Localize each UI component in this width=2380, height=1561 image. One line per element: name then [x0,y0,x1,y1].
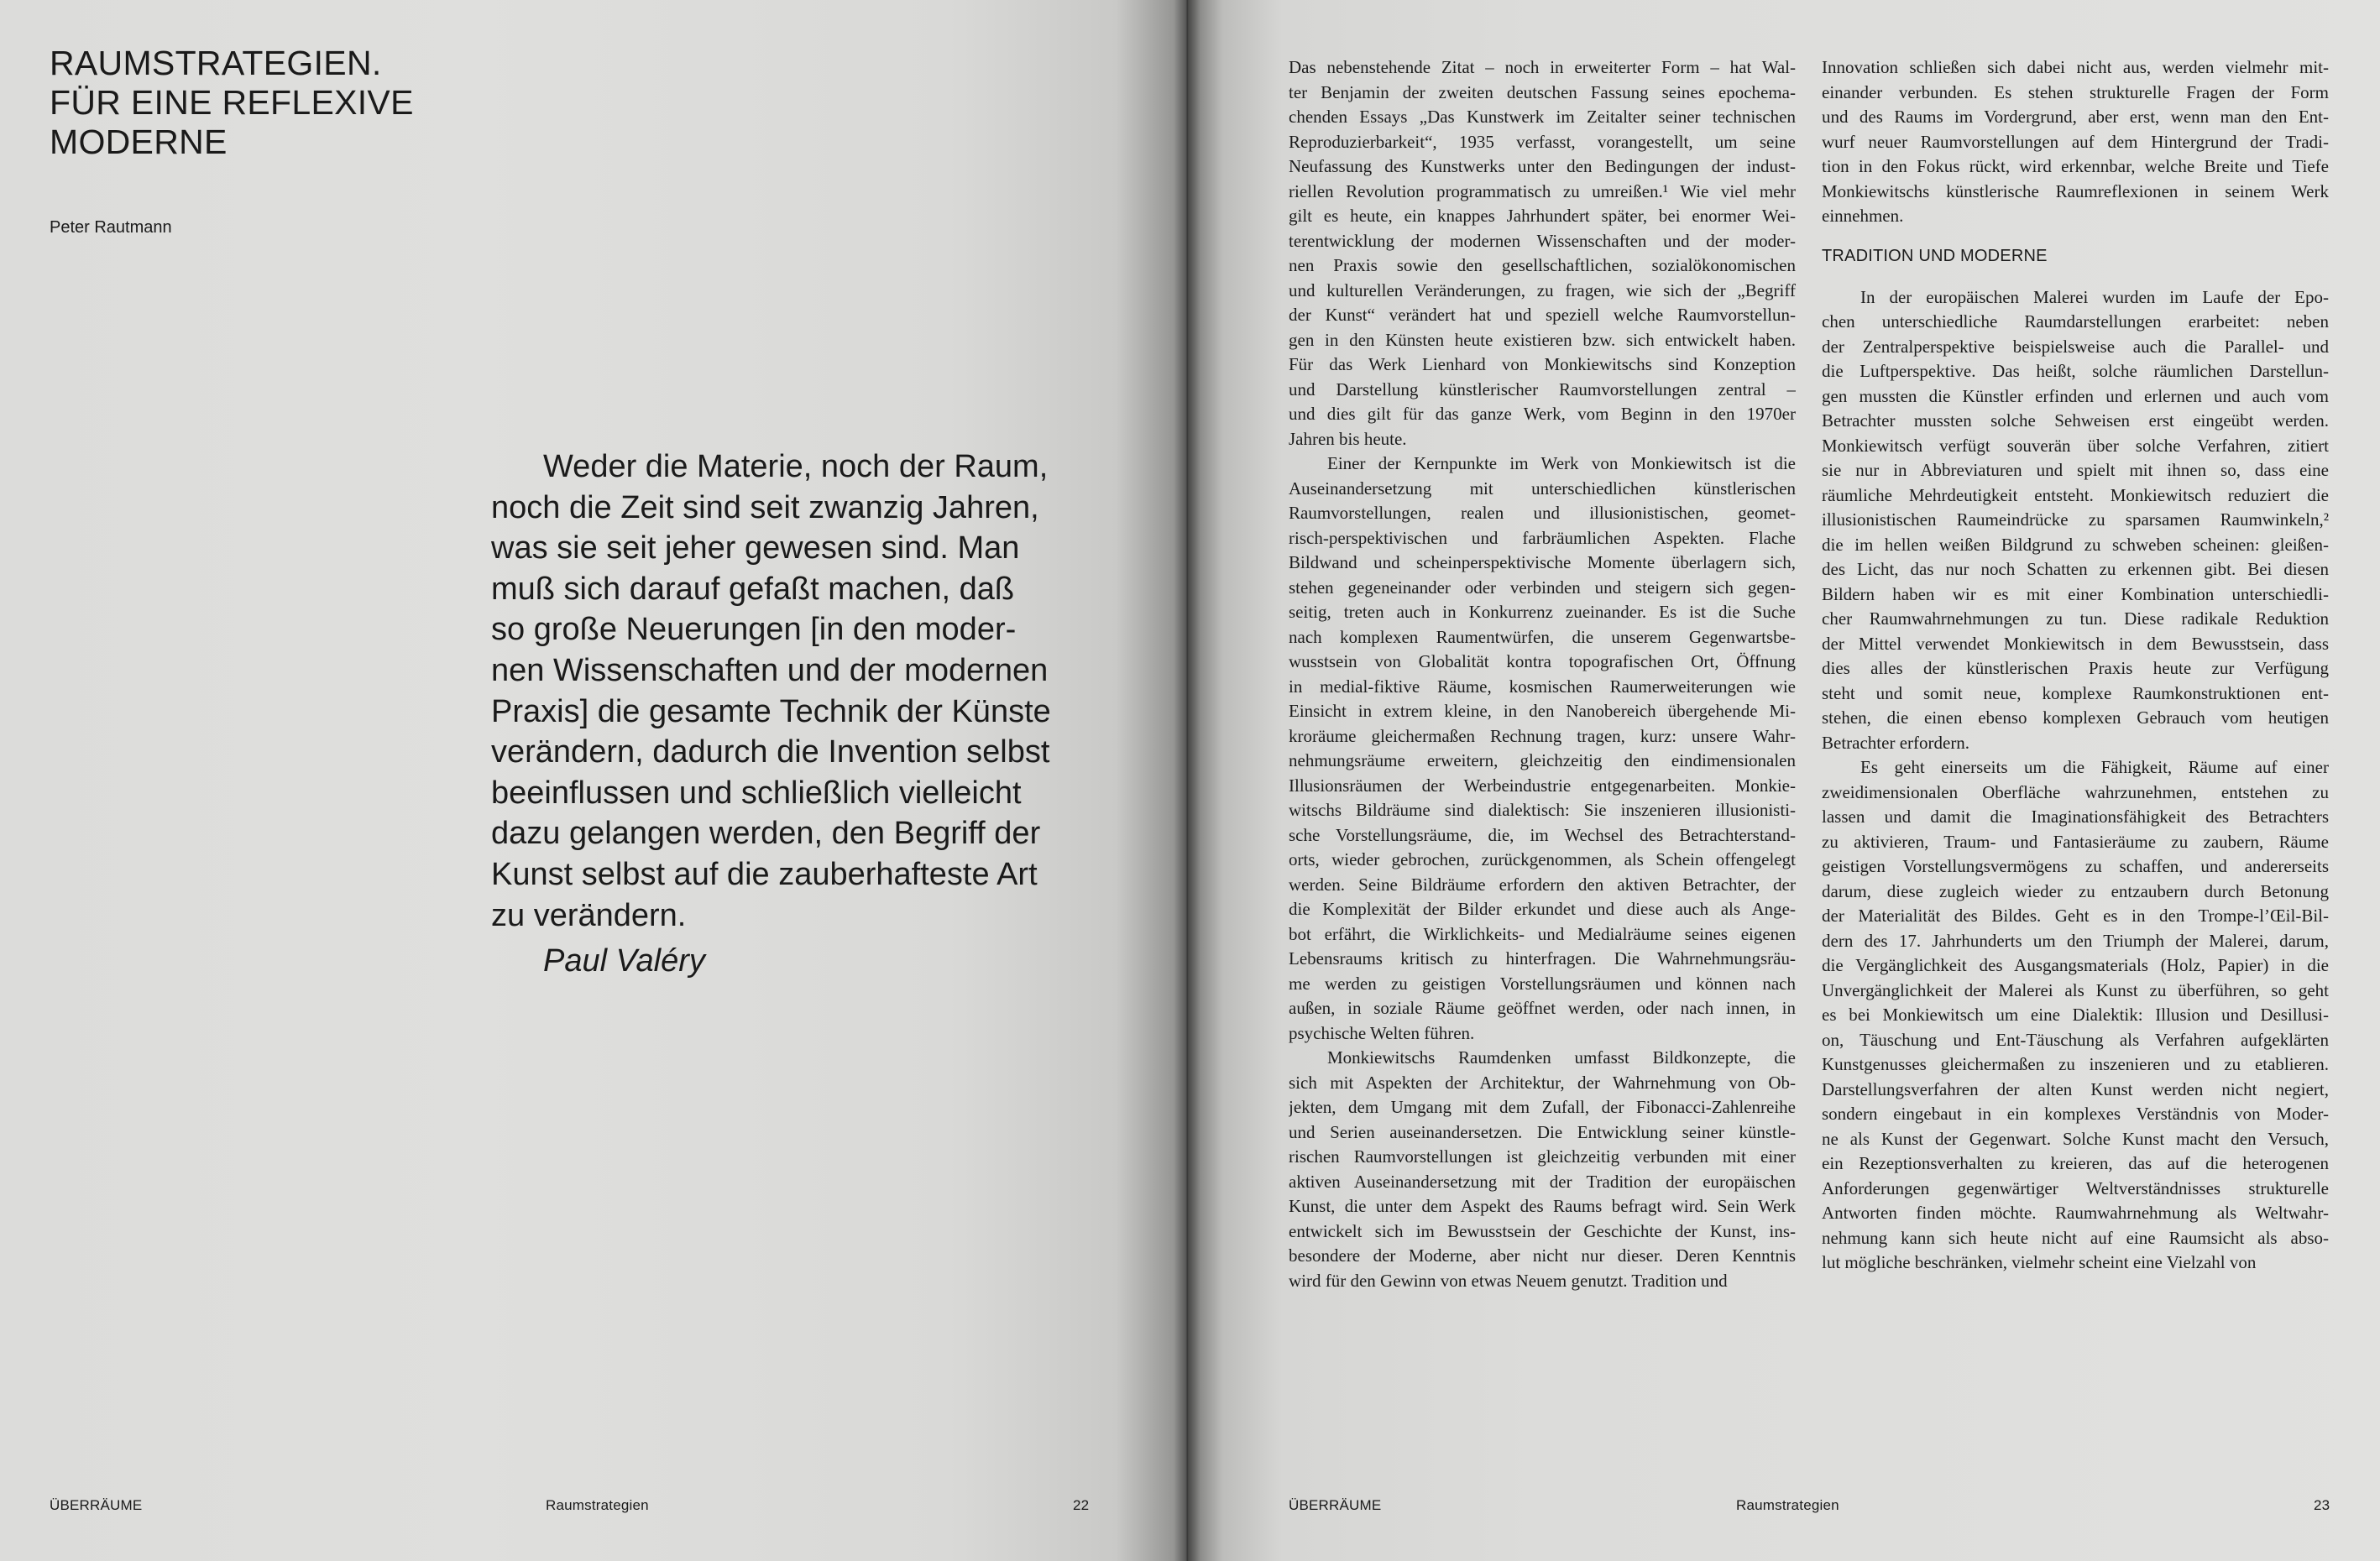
body-text-line: die Komplexität der Bilder erkundet und diese auch als Ange- [1289,899,1796,919]
body-text-line: Monkiewitschs künstlerische Raumreflexionen in seinem Werk [1822,180,2329,201]
body-text-line: Bildern haben wir es mit einer Kombination unterschiedli- [1822,583,2329,604]
body-text-line: jekten, dem Umgang mit dem Zufall, der Fibonacci-Zahlenreihe [1289,1097,1796,1117]
body-text-line: wusstsein von Globalität kontra topografischen Ort, Öffnung [1289,651,1796,671]
body-text-line: bot erfährt, die Wirklichkeits- und Medialräume seines eigenen [1289,923,1796,944]
body-text-line: zweidimensionalen Oberfläche wahrzunehmen, entstehen zu [1822,781,2329,802]
body-text-line: dern des 17. Jahrhunderts um den Triumph der Malerei, darum, [1822,930,2329,951]
epigraph-quote [491,446,1129,936]
body-text-line: In der europäischen Malerei wurden im Laufe der Epo- [1860,286,2329,307]
footer-section: Raumstrategien [546,1497,649,1513]
body-text-line: Reproduzierbarkeit“, 1935 verfasst, vorangestellt, um seine [1289,131,1796,152]
body-text-line: Lebensraums kritisch zu hinterfragen. Die Wahrnehmungsräu- [1289,948,1796,968]
body-text-line: Kunstgenusses gleichermaßen zu inszenieren und zu etablieren. [1822,1054,2329,1074]
body-text-line: riellen Revolution programmatisch zu umreißen.¹ Wie viel mehr [1289,180,1796,201]
body-text-line: werden. Seine Bildräume erfordern den aktiven Betrachter, der [1289,874,1796,895]
body-text-line: Es geht einerseits um die Fähigkeit, Räume auf einer [1860,757,2329,777]
body-text-line: Neufassung des Kunstwerks unter den Bedingungen der indust- [1289,156,1796,176]
body-text-line: Einsicht in extrem kleine, in den Nanobereich übergehende Mi- [1289,701,1796,721]
body-column-2 [1822,55,2329,1276]
body-text-line: und dies gilt für das ganze Werk, vom Beginn in den 1970er [1289,404,1796,424]
body-text-line: einander verbunden. Es stehen strukturelle Fragen der Form [1822,81,2329,102]
quote-line: Kunst selbst auf die zauberhafteste Art [491,856,1038,892]
quote-line: nen Wissenschaften und der modernen [491,652,1049,688]
body-text-line: Das nebenstehende Zitat – noch in erweiterter Form – hat Wal- [1289,57,1796,77]
body-text-line: die im hellen weißen Bildgrund zu schweben scheinen: gleißen- [1822,534,2329,555]
title-line: RAUMSTRATEGIEN. [50,44,382,82]
body-text-line: dies alles der künstlerischen Praxis heute zur Verfügung [1822,658,2329,678]
body-text-line: witschs Bildräume sind dialektisch: Sie inszenieren illusionisti- [1289,800,1796,820]
body-text-line: Monkiewitsch verfügt souverän über solche Verfahren, zitiert [1822,435,2329,456]
quote-source: Paul Valéry [543,943,705,979]
body-text-line: rischen Raumvorstellungen ist gleichzeitig verbunden mit einer [1289,1146,1796,1167]
body-text-line: räumliche Mehrdeutigkeit entsteht. Monkiewitsch reduziert die [1822,484,2329,505]
column-2-bottom-text [1822,285,2329,1276]
body-text-line: wird für den Gewinn von etwas Neuem genutzt. Tradition und [1289,1270,1728,1291]
quote-line: Weder die Materie, noch der Raum, [543,449,1049,484]
body-text-line: me werden zu geistigen Vorstellungsräumen und können nach [1289,973,1796,994]
body-text-line: Auseinandersetzung mit unterschiedlichen künstlerischen [1289,478,1796,499]
footer-running-head: ÜBERRÄUME [50,1497,143,1513]
column-2-top-text [1822,55,2329,229]
quote-line: muß sich darauf gefaßt machen, daß [491,571,1015,607]
body-text-line: aktiven Auseinandersetzung mit der Tradition der europäischen [1289,1171,1796,1192]
left-page [0,0,1187,1561]
body-text-line: orts, wieder gebrochen, zurückgenommen, als Schein offengelegt [1289,849,1796,869]
body-text-line: Innovation schließen sich dabei nicht aus, werden vielmehr mit- [1822,57,2329,77]
body-text-line: gen mussten die Künstler erfinden und erlernen und auch vom [1822,385,2329,406]
footer-running-head: ÜBERRÄUME [1289,1497,1382,1513]
body-text-line: nach komplexen Raumentwürfen, die unserem Gegenwartsbe- [1289,626,1796,647]
title-line: FÜR EINE REFLEXIVE [50,83,414,122]
body-text-line: chenden Essays „Das Kunstwerk im Zeitalter seiner technischen [1289,107,1796,127]
quote-line: zu verändern. [491,897,687,933]
body-text-line: geistigen Vorstellungsvermögens zu schaffen, und andererseits [1822,856,2329,876]
body-text-line: Bildwand und scheinperspektivische Momente überlagern sich, [1289,552,1796,572]
body-text-line: der Kunst“ verändert hat und speziell welche Raumvorstellun- [1289,305,1796,325]
body-text-line: und des Raums im Vordergrund, aber erst, wenn man den Ent- [1822,107,2329,127]
quote-line: Praxis] die gesamte Technik der Künste [491,693,1051,729]
body-text-line: illusionistischen Raumeindrücke zu sparsamen Raumwinkeln,² [1822,509,2329,530]
body-text-line: Betrachter mussten solche Sehweisen erst eingeübt werden. [1822,410,2329,431]
body-text-line: Darstellungsverfahren der alten Kunst werden nicht negiert, [1822,1078,2329,1099]
body-text-line: cher Raumwahrnehmungen zu tun. Diese radikale Reduktion [1822,608,2329,629]
body-text-line: einnehmen. [1822,206,1904,226]
author-name: Peter Rautmann [50,218,172,237]
body-text-line: terentwicklung der modernen Wissenschaften und der moder- [1289,230,1796,251]
body-text-line: Antworten finden möchte. Raumwahrnehmung als Weltwahr- [1822,1203,2329,1223]
body-text-line: nen Praxis sowie den gesellschaftlichen, sozialökonomischen [1289,255,1796,275]
body-text-line: ter Benjamin der zweiten deutschen Fassung seines epochema- [1289,81,1796,102]
quote-line: verändern, dadurch die Invention selbst [491,734,1050,770]
body-text-line: sich mit Aspekten der Architektur, der Wahrnehmung von Ob- [1289,1072,1796,1093]
body-text-line: nehmungsräume erweitern, gleichzeitig den eindimensionalen [1289,750,1796,770]
body-text-line: risch-perspektivischen und farbräumlichen Aspekten. Flache [1289,527,1796,548]
body-column-1 [1289,55,1796,1293]
body-text-line: Für das Werk Lienhard von Monkiewitschs sind Konzeption [1289,354,1796,374]
body-text-line: lut mögliche beschränken, vielmehr scheint eine Vielzahl von [1822,1252,2257,1272]
quote-line: noch die Zeit sind seit zwanzig Jahren, [491,489,1039,525]
body-text-line: die Vergänglichkeit des Ausgangsmaterials (Holz, Papier) in die [1822,955,2329,975]
body-text-line: Kunst, die unter dem Aspekt des Raums befragt wird. Sein Werk [1289,1196,1796,1216]
quote-line: dazu gelangen werden, den Begriff der [491,816,1041,852]
footer-section: Raumstrategien [1736,1497,1839,1513]
body-text-line: der Materialität des Bildes. Geht es in den Trompe-l’Œil-Bil- [1822,906,2329,926]
body-text-line: darum, diese zugleich wieder zu entzaubern durch Betonung [1822,880,2329,901]
body-text-line: Betrachter erfordern. [1822,732,1970,753]
body-text-line: in medial-fiktive Räume, kosmischen Raumerweiterungen wie [1289,676,1796,697]
footer-page-number: 22 [1073,1497,1090,1513]
body-text-line: Raumvorstellungen, realen und illusionistischen, geomet- [1289,503,1796,523]
body-text-line: ne als Kunst der Gegenwart. Solche Kunst macht den Versuch, [1822,1128,2329,1149]
body-text-line: kroräume gleichermaßen Rechnung tragen, kurz: unsere Wahr- [1289,725,1796,746]
body-text-line: stehen, die einen ebenso komplexen Gebrauch vom heutigen [1822,707,2329,728]
body-text-line: und Darstellung künstlerischer Raumvorstellungen zentral – [1289,379,1796,399]
body-text-line: sie nur in Abbreviaturen und spielt mit ihnen so, dass eine [1822,460,2329,480]
title-line: MODERNE [50,123,228,161]
body-text-line: des Licht, das nur noch Schatten zu erkennen gibt. Bei diesen [1822,559,2329,579]
body-text-line: nehmung kann sich heute nicht auf eine Raumsicht als abso- [1822,1227,2329,1248]
body-text-line: gilt es heute, ein knappes Jahrhundert später, bei enormer Wei- [1289,206,1796,226]
body-text-line: ein Rezeptionsverhalten zu kreieren, das auf die heterogenen [1822,1153,2329,1173]
body-text-line: Monkiewitschs Raumdenken umfasst Bildkonzepte, die [1327,1047,1796,1068]
body-text-line: psychische Welten führen. [1289,1022,1475,1043]
body-text-line: und kulturellen Veränderungen, zu fragen, wie sich der „Begriff [1289,279,1796,300]
body-text-line: Einer der Kernpunkte im Werk von Monkiewitsch ist die [1327,453,1796,473]
body-text-line: tion in den Fokus rückt, wird erkennbar, welche Breite und Tiefe [1822,156,2329,176]
body-text-line: und Serien auseinandersetzen. Die Entwicklung seiner künstle- [1289,1121,1796,1142]
body-text-line: on, Täuschung und Ent-Täuschung als Verfahren aufgeklärten [1822,1029,2329,1050]
body-text-line: chen unterschiedliche Raumdarstellungen erarbeitet: neben [1822,311,2329,332]
body-text-line: lassen und damit die Imaginationsfähigkeit des Betrachters [1822,807,2329,827]
quote-line: beeinflussen und schließlich vielleicht [491,775,1022,811]
book-gutter [1174,0,1200,1561]
body-text-line: es bei Monkiewitsch um eine Dialektik: Illusion und Desillusi- [1822,1005,2329,1025]
section-subheading: TRADITION UND MODERNE [1822,246,2048,265]
body-text-line: stehen gegeneinander oder verbinden und steigern sich gegen- [1289,577,1796,598]
body-text-line: entwickelt sich im Bewusstsein der Geschichte der Kunst, ins- [1289,1220,1796,1241]
body-text-line: Illusionsräumen der Werbeindustrie entgegenarbeiten. Monkie- [1289,775,1796,796]
body-text-line: die Luftperspektive. Das heißt, solche räumlichen Darstellun- [1822,361,2329,381]
body-text-line: sche Vorstellungsräume, die, im Wechsel des Betrachterstand- [1289,824,1796,845]
body-text-line: der Zentralperspektive beispielsweise auch die Parallel- und [1822,336,2329,357]
quote-line: so große Neuerungen [in den moder- [491,612,1017,648]
body-text-line: Jahren bis heute. [1289,428,1407,449]
body-text-line: seitig, treten auch in Konkurrenz zueinander. Es ist die Suche [1289,602,1796,622]
body-text-line: besondere der Moderne, aber nicht nur dieser. Deren Kenntnis [1289,1245,1796,1266]
footer-page-number: 23 [2314,1497,2330,1513]
body-text-line: gen in den Künsten heute existieren bzw. sich entwickelt haben. [1289,329,1796,350]
quote-line: was sie seit jeher gewesen sind. Man [491,530,1020,566]
body-text-line: steht und somit neue, komplexe Raumkonstruktionen ent- [1822,682,2329,703]
body-text-line: außen, in soziale Räume geöffnet werden, oder nach innen, in [1289,998,1796,1018]
body-text-line: zu aktivieren, Traum- und Fantasieräume zu zaubern, Räume [1822,831,2329,852]
body-text-line: Anforderungen gegenwärtiger Weltverständnisses strukturelle [1822,1177,2329,1198]
body-text-line: wurf neuer Raumvorstellungen auf dem Hintergrund der Tradi- [1822,131,2329,152]
body-text-line: sondern eingebaut in ein komplexes Verständnis von Moder- [1822,1104,2329,1124]
body-text-line: Unvergänglichkeit der Malerei als Kunst zu überführen, so geht [1822,979,2329,1000]
article-title [50,44,414,162]
body-text-line: der Mittel verwendet Monkiewitsch in dem Bewusstsein, dass [1822,633,2329,654]
